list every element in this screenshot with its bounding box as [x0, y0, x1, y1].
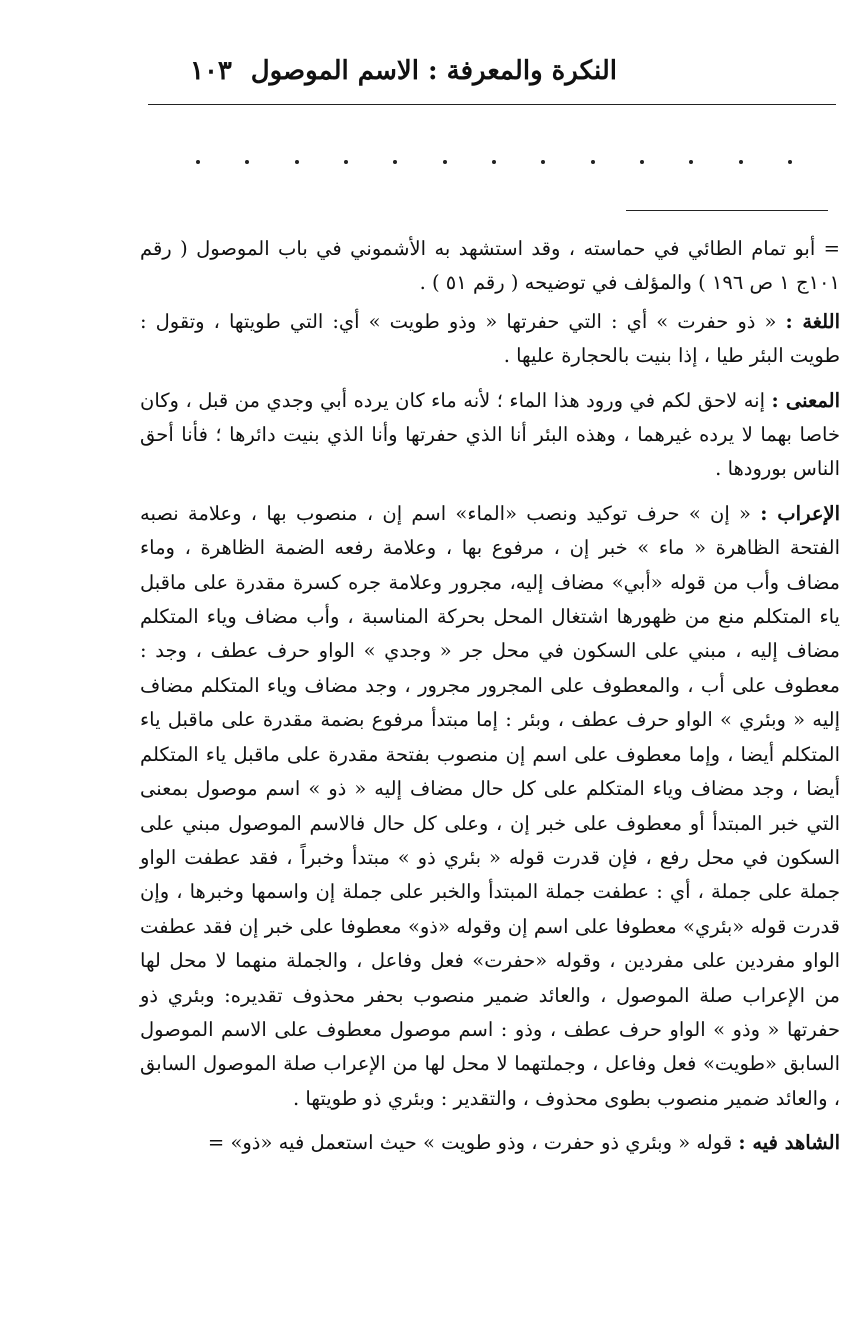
lugha-label: اللغة :: [785, 309, 840, 333]
dot: [196, 160, 200, 164]
dot: [689, 160, 693, 164]
dot: [443, 160, 447, 164]
footnote-separator: [626, 210, 828, 211]
footnote-body: [140, 232, 840, 1171]
shahid-paragraph: [140, 1126, 840, 1160]
mana-text: إنه لاحق لكم في ورود هذا الماء ؛ لأنه ماء كان يرده أبي وجدي من قبل ، وكان خاصا بهما لا يرده غيرهما ، وهذه البئر أنا الذي حفرتها وأنا الذي بنيت دائرها ؛ فأنا أحق الناس بورودها .: [140, 388, 840, 481]
lugha-text: « ذو حفرت » أي : التي حفرتها « وذو طويت » أي: التي طويتها ، وتقول : طويت البئر طيا ، إذا بنيت بالحجارة عليها .: [140, 309, 840, 368]
header-rule: [148, 104, 836, 105]
running-title: النكرة والمعرفة : الاسم الموصول: [250, 56, 617, 86]
dot: [788, 160, 792, 164]
lugha-paragraph: [140, 305, 840, 374]
irab-paragraph: [140, 497, 840, 1116]
dot: [295, 160, 299, 164]
shahid-label: الشاهد فيه :: [738, 1131, 840, 1155]
dot: [739, 160, 743, 164]
page-header: [150, 52, 807, 96]
irab-label: الإعراب :: [760, 501, 841, 525]
dot: [344, 160, 348, 164]
ellipsis-dots-row: [196, 160, 792, 164]
dot: [393, 160, 397, 164]
irab-text: « إن » حرف توكيد ونصب «الماء» اسم إن ، منصوب بها ، وعلامة نصبه الفتحة الظاهرة « ماء » خبر إن ، مرفوع بها ، وعلامة رفعه الضمة الظاهرة ، وماء مضاف وأب من قوله «أبي» مضاف إليه، مجرور وعلامة جره كسرة مقدرة على ماقبل ياء المتكلم منع من ظهورها اشتغال المحل بحركة المناسبة ، وأب مضاف وياء المتكلم مضاف إليه ، مبني على السكون في محل جر « وجدي » الواو حرف عطف ، وجد : معطوف على أب ، والمعطوف على المجرور مجرور ، وجد مضاف وياء المتكلم مضاف إليه « وبئري » الواو حرف عطف ، وبئر : إما مبتدأ مرفوع بضمة مقدرة على ماقبل ياء المتكلم أيضا ، وإما معطوف على اسم إن منصوب بفتحة مقدرة على ماقبل ياء المتكلم أيضا ، وجد مضاف وياء المتكلم على كل حال مضاف إليه « ذو » اسم موصول بمعنى التي خبر المبتدأ أو معطوف على خبر إن ، وعلى كل حال فالاسم الموصول مبني على السكون في محل رفع ، فإن قدرت قوله « بئري ذو » مبتدأ وخبراً ، فقد عطفت الواو جملة على جملة ، أي : عطفت جملة المبتدأ والخبر على جملة إن واسمها وخبرها ، وإن قدرت قوله «بئري» معطوفا على اسم إن وقوله «ذو» معطوفا على خبر إن فقد عطفت الواو مفردين على مفردين ، وقوله «حفرت» فعل وفاعل ، والجملة منهما لا محل لها من الإعراب صلة الموصول ، والعائد ضمير منصوب بحفر محذوف تقديره: وبئري ذو حفرتها « وذو » الواو حرف عطف ، وذو : اسم موصول معطوف على الاسم الموصول السابق «طويت» فعل وفاعل ، وجملتهما لا محل لها من الإعراب صلة الموصول السابق ، والعائد ضمير منصوب بطوى محذوف ، والتقدير : وبئري ذو طويتها .: [140, 501, 840, 1110]
dot: [245, 160, 249, 164]
page-number: ١٠٣: [190, 56, 232, 86]
dot: [640, 160, 644, 164]
shahid-text: قوله « وبئري ذو حفرت ، وذو طويت » حيث استعمل فيه «ذو» =: [207, 1131, 733, 1155]
dot: [492, 160, 496, 164]
dot: [591, 160, 595, 164]
footnote-source: = أبو تمام الطائي في حماسته ، وقد استشهد به الأشموني في باب الموصول ( رقم ١٠١ج ١ ص ١٩٦ ) والمؤلف في توضيحه ( رقم ٥١ ) .: [140, 237, 840, 295]
mana-paragraph: [140, 384, 840, 487]
mana-label: المعنى :: [771, 388, 840, 412]
dot: [541, 160, 545, 164]
